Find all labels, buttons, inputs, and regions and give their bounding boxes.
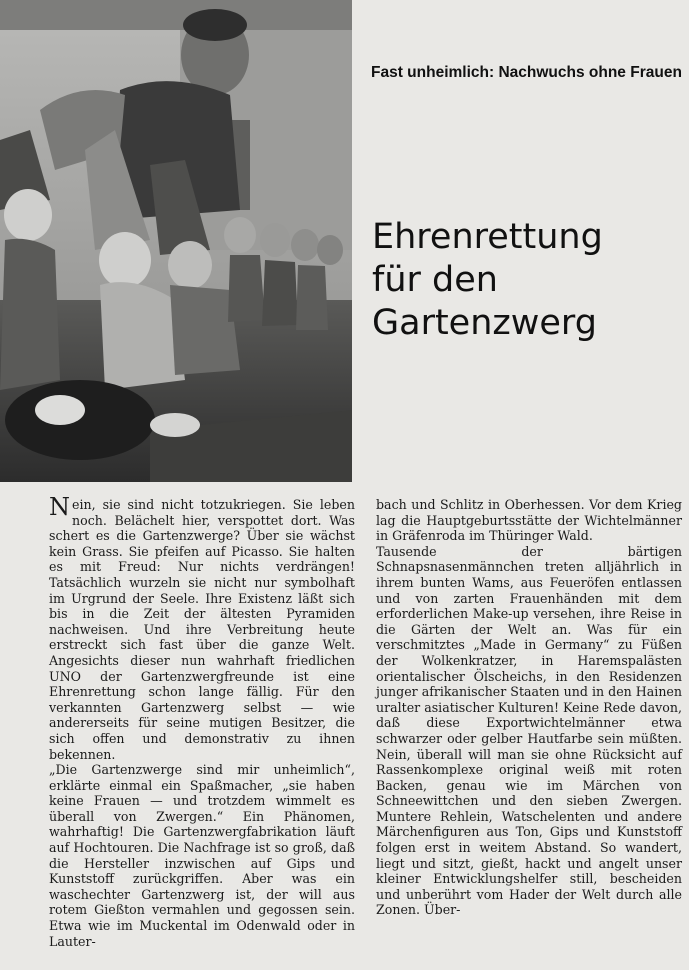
- article-photo: [0, 0, 352, 482]
- paragraph: bach und Schlitz in Oberhessen. Vor dem Krieg lag die Hauptgeburtsstätte der Wichtelmänner in Gräfenroda im Thüringer Wald.: [376, 497, 682, 544]
- paragraph: Tausende der bärtigen Schnapsnasenmännchen treten alljährlich in ihrem bunten Wams, aus Feueröfen entlassen und von zarten Frauenhänden mit dem erforderlichen Make-up versehen, ihre Reise in die Gärten der Welt an. Was für ein verschmitztes „Made in Germany“ zu Füßen der Wolkenkratzer, in Haremspalästen orientalischer Ölscheichs, in den Residenzen junger afrikanischer Staaten und in den Hainen uralter asiatischer Kulturen! Keine Rede davon, daß diese Exportwichtelmänner etwa schwarzer oder gelber Hautfarbe sein müßten. Nein, überall will man sie ohne Rücksicht auf Rassenkomplexe original weiß mit roten Backen, genau wie im Märchen von Schneewittchen und den sieben Zwergen. Muntere Rehlein, Watschelenten und andere Märchenfiguren aus Ton, Gips und Kunststoff folgen erst in weitem Abstand. So wandert, liegt und sitzt, gießt, hackt und angelt unser kleiner Entwicklungshelfer still, bescheiden und unberührt vom Hader der Welt durch alle Zonen. Über-: [376, 543, 682, 918]
- headline-line-2: für den: [372, 260, 498, 300]
- paragraph-text: ein, sie sind nicht totzukriegen. Sie leben noch. Belächelt hier, verspottet dort. Was schert es die Gartenzwerge? Über sie wächst kein Grass. Sie pfeifen auf Picasso. Sie halten es mit Freud: Nur nichts verdrängen! Tatsächlich wurzeln sie nicht nur symbolhaft im Urgrund der Seele. Ihre Existenz läßt sich bis in die Zeit der ältesten Pyramiden nachweisen. Und ihre Verbreitung heute erstreckt sich fast über die ganze Welt. Angesichts dieser nun wahrhaft friedlichen UNO der Gartenzwergfreunde ist eine Ehrenrettung schon lange fällig. Für den verkannten Gartenzwerg selbst — wie andererseits für seine mutigen Besitzer, die sich offen und demonstrativ zu ihnen bekennen.: [49, 497, 355, 762]
- headline-line-1: Ehrenrettung: [372, 217, 603, 257]
- paragraph: [49, 493, 355, 762]
- article-kicker: Fast unheimlich: Nachwuchs ohne Frauen: [371, 64, 682, 81]
- article-column-1: [49, 493, 355, 949]
- article-column-2: [376, 497, 682, 918]
- garden-gnomes-photo: [0, 0, 352, 482]
- drop-cap: N: [49, 493, 70, 521]
- paragraph: „Die Gartenzwerge sind mir unheimlich“, erklärte einmal ein Spaßmacher, „sie haben keine Frauen — und trotzdem wimmelt es überall von Zwergen.“ Ein Phänomen, wahrhaftig! Die Gartenzwergfabrikation läuft auf Hochtouren. Die Nachfrage ist so groß, daß die Hersteller inzwischen auf Gips und Kunststoff zurückgriffen. Aber was ein waschechter Gartenzwerg ist, der will aus rotem Gießton vermahlen und gegossen sein. Etwa wie im Muckental im Odenwald oder in Lauter-: [49, 762, 355, 949]
- headline-line-3: Gartenzwerg: [372, 303, 597, 343]
- article-headline: [372, 216, 682, 345]
